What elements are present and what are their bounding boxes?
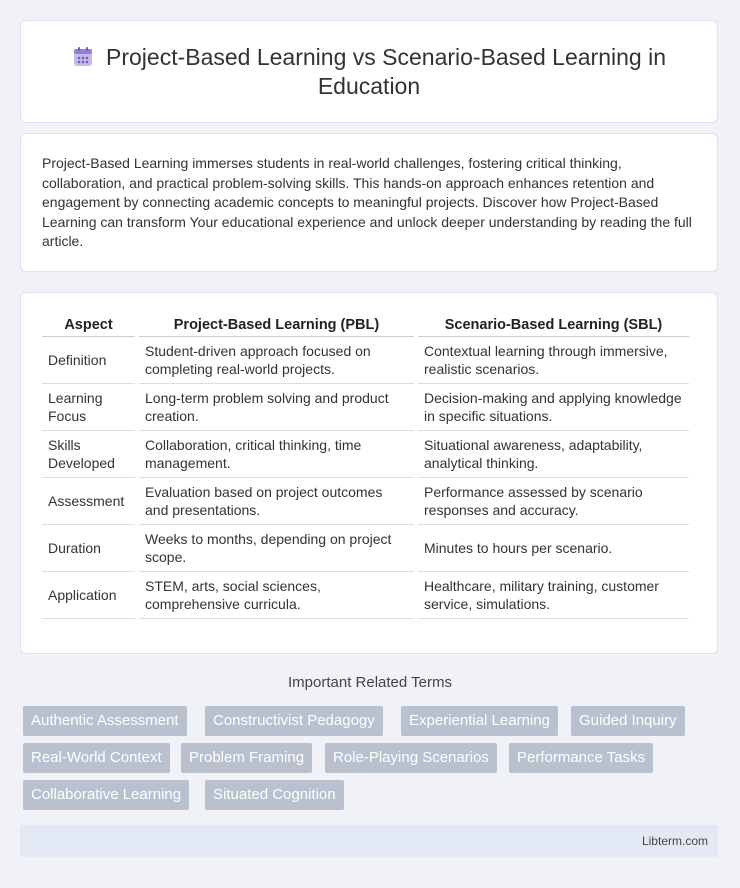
cell-aspect: Application (42, 572, 135, 619)
cell-sbl: Minutes to hours per scenario. (418, 525, 689, 572)
table-row (42, 337, 689, 384)
tag-collaborative-learning[interactable]: Collaborative Learning (23, 780, 189, 810)
cell-sbl: Situational awareness, adaptability, analytical thinking. (418, 431, 689, 478)
cell-pbl: Weeks to months, depending on project scope. (139, 525, 414, 572)
tag-problem-framing[interactable]: Problem Framing (181, 743, 312, 773)
cell-aspect: Skills Developed (42, 431, 135, 478)
cell-pbl: Student-driven approach focused on completing real-world projects. (139, 337, 414, 384)
calendar-icon (72, 46, 94, 68)
cell-aspect: Definition (42, 337, 135, 384)
tag-guided-inquiry[interactable]: Guided Inquiry (571, 706, 685, 736)
cell-aspect: Assessment (42, 478, 135, 525)
tag-experiential-learning[interactable]: Experiential Learning (401, 706, 558, 736)
cell-pbl: Evaluation based on project outcomes and presentations. (139, 478, 414, 525)
footer (20, 825, 718, 857)
cell-aspect: Duration (42, 525, 135, 572)
title-line-1: Project-Based Learning vs Scenario-Based Learning in (106, 44, 666, 70)
table-row (42, 478, 689, 525)
footer-site-link[interactable]: Libterm.com (641, 834, 708, 848)
cell-pbl: Long-term problem solving and product creation. (139, 384, 414, 431)
page-title (21, 43, 717, 101)
tag-authentic-assessment[interactable]: Authentic Assessment (23, 706, 187, 736)
header-pbl: Project-Based Learning (PBL) (139, 314, 414, 337)
cell-aspect: Learning Focus (42, 384, 135, 431)
header-aspect: Aspect (42, 314, 135, 337)
cell-sbl: Contextual learning through immersive, realistic scenarios. (418, 337, 689, 384)
table-row (42, 525, 689, 572)
comparison-card (20, 292, 718, 654)
comparison-table (38, 314, 693, 619)
cell-pbl: STEM, arts, social sciences, comprehensive curricula. (139, 572, 414, 619)
tag-performance-tasks[interactable]: Performance Tasks (509, 743, 653, 773)
header-card (20, 20, 718, 123)
tag-situated-cognition[interactable]: Situated Cognition (205, 780, 344, 810)
intro-card (20, 133, 718, 272)
related-terms-title: Important Related Terms (288, 674, 452, 691)
table-row (42, 384, 689, 431)
title-line-2: Education (317, 73, 421, 99)
intro-text: Project-Based Learning immerses students in real-world challenges, fostering critical thinking, collaboration, and practical problem-solving skills. This hands-on approach enhances retention and engagement by connecting academic concepts to meaningful projects. Discover how Project-Based Learning can transform Your educational experience and unlock deeper understanding by reading the full article. (42, 155, 692, 250)
tag-real-world-context[interactable]: Real-World Context (23, 743, 170, 773)
table-header-row (42, 314, 689, 337)
tag-constructivist-pedagogy[interactable]: Constructivist Pedagogy (205, 706, 383, 736)
cell-sbl: Decision-making and applying knowledge in specific situations. (418, 384, 689, 431)
cell-pbl: Collaboration, critical thinking, time management. (139, 431, 414, 478)
cell-sbl: Healthcare, military training, customer service, simulations. (418, 572, 689, 619)
table-row (42, 431, 689, 478)
table-row (42, 572, 689, 619)
header-sbl: Scenario-Based Learning (SBL) (418, 314, 689, 337)
cell-sbl: Performance assessed by scenario responses and accuracy. (418, 478, 689, 525)
tag-role-playing-scenarios[interactable]: Role-Playing Scenarios (325, 743, 497, 773)
